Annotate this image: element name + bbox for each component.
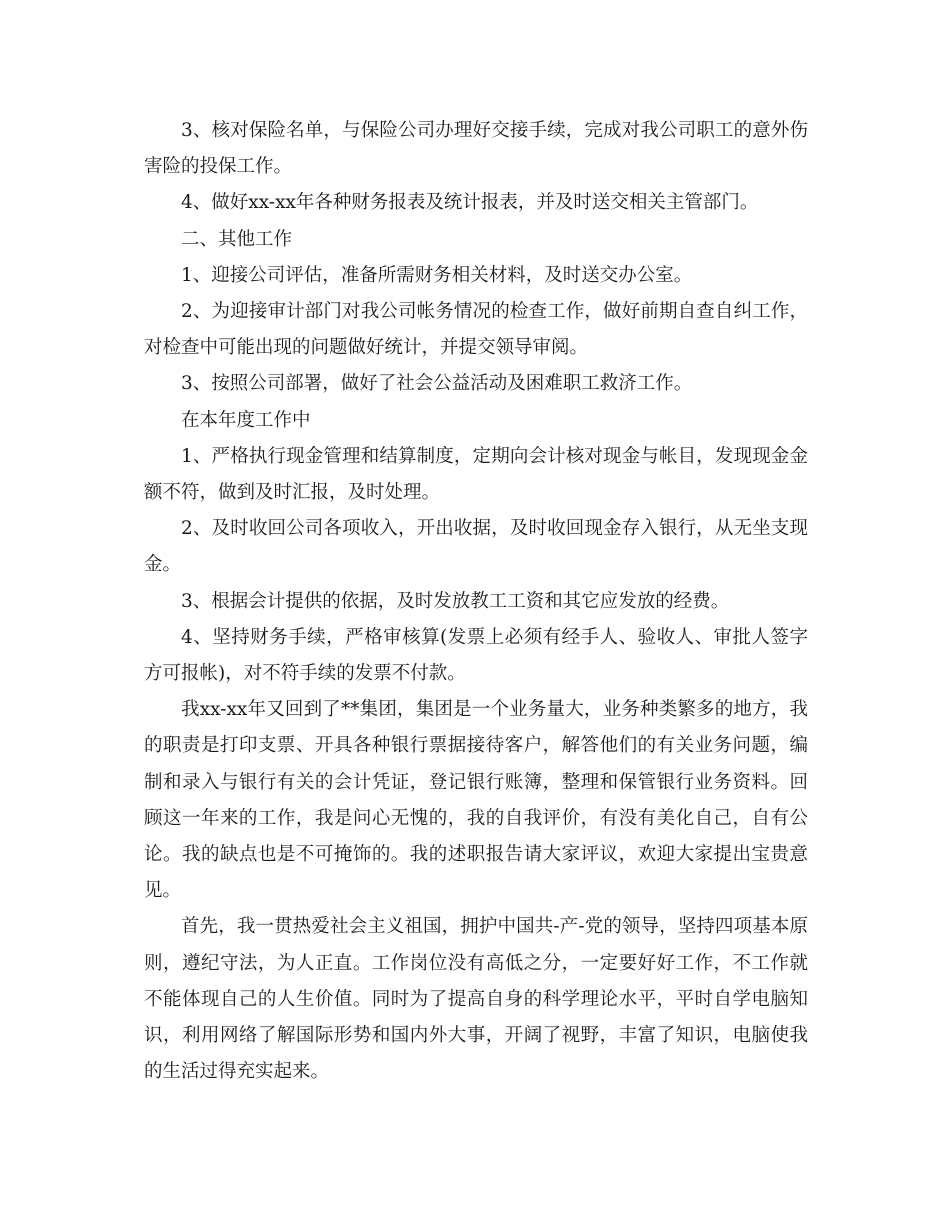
paragraph-political-stance: 首先，我一贯热爱社会主义祖国，拥护中国共-产-党的领导，坚持四项基本原则，遵纪守法，为人正直。工作岗位没有高低之分，一定要好好工作，不工作就不能体现自己的人生价值。同时为了提高自身的科学理论水平，平时自学电脑知识，利用网络了解国际形势和国内外大事，开阔了视野，丰富了知识，电脑使我的生活过得充实起来。 bbox=[144, 916, 808, 1083]
paragraph-public-welfare: 3、按照公司部署，做好了社会公益活动及困难职工救济工作。 bbox=[181, 373, 693, 395]
paragraph-job-duties: 我xx-xx年又回到了**集团，集团是一个业务量大，业务种类繁多的地方，我的职责是打印支票、开具各种银行票据接待客户，解答他们的有关业务问题，编制和录入与银行有关的会计凭证，登记银行账簿，整理和保管银行业务资料。回顾这一年来的工作，我是问心无愧的，我的自我评价，有没有美化自己，自有公论。我的缺点也是不可掩饰的。我的述职报告请大家评议，欢迎大家提出宝贵意见。 bbox=[144, 699, 808, 902]
paragraph-wage-payment: 3、根据会计提供的依据，及时发放教工工资和其它应发放的经费。 bbox=[181, 590, 730, 612]
paragraph-audit-preparation: 2、为迎接审计部门对我公司帐务情况的检查工作，做好前期自查自纠工作，对检查中可能出现的问题做好统计，并提交领导审阅。 bbox=[144, 301, 808, 359]
paragraph-cash-management: 1、严格执行现金管理和结算制度，定期向会计核对现金与帐目，发现现金金额不符，做到及时汇报，及时处理。 bbox=[144, 445, 808, 504]
paragraph-company-evaluation: 1、迎接公司评估，准备所需财务相关材料，及时送交办公室。 bbox=[181, 264, 693, 286]
paragraph-revenue-collection: 2、及时收回公司各项收入，开出收据，及时收回现金存入银行，从无坐支现金。 bbox=[144, 518, 808, 576]
paragraph-financial-reports: 4、做好xx-xx年各种财务报表及统计报表，并及时送交相关主管部门。 bbox=[181, 192, 759, 214]
section-heading-this-year: 在本年度工作中 bbox=[181, 409, 311, 431]
document-body bbox=[144, 113, 808, 1090]
paragraph-invoice-review: 4、坚持财务手续，严格审核算(发票上必须有经手人、验收人、审批人签字方可报帐)，对不符手续的发票不付款。 bbox=[144, 626, 808, 685]
paragraph-insurance-roster: 3、核对保险名单，与保险公司办理好交接手续，完成对我公司职工的意外伤害险的投保工作。 bbox=[144, 120, 808, 178]
section-heading-other-work: 二、其他工作 bbox=[181, 228, 293, 250]
